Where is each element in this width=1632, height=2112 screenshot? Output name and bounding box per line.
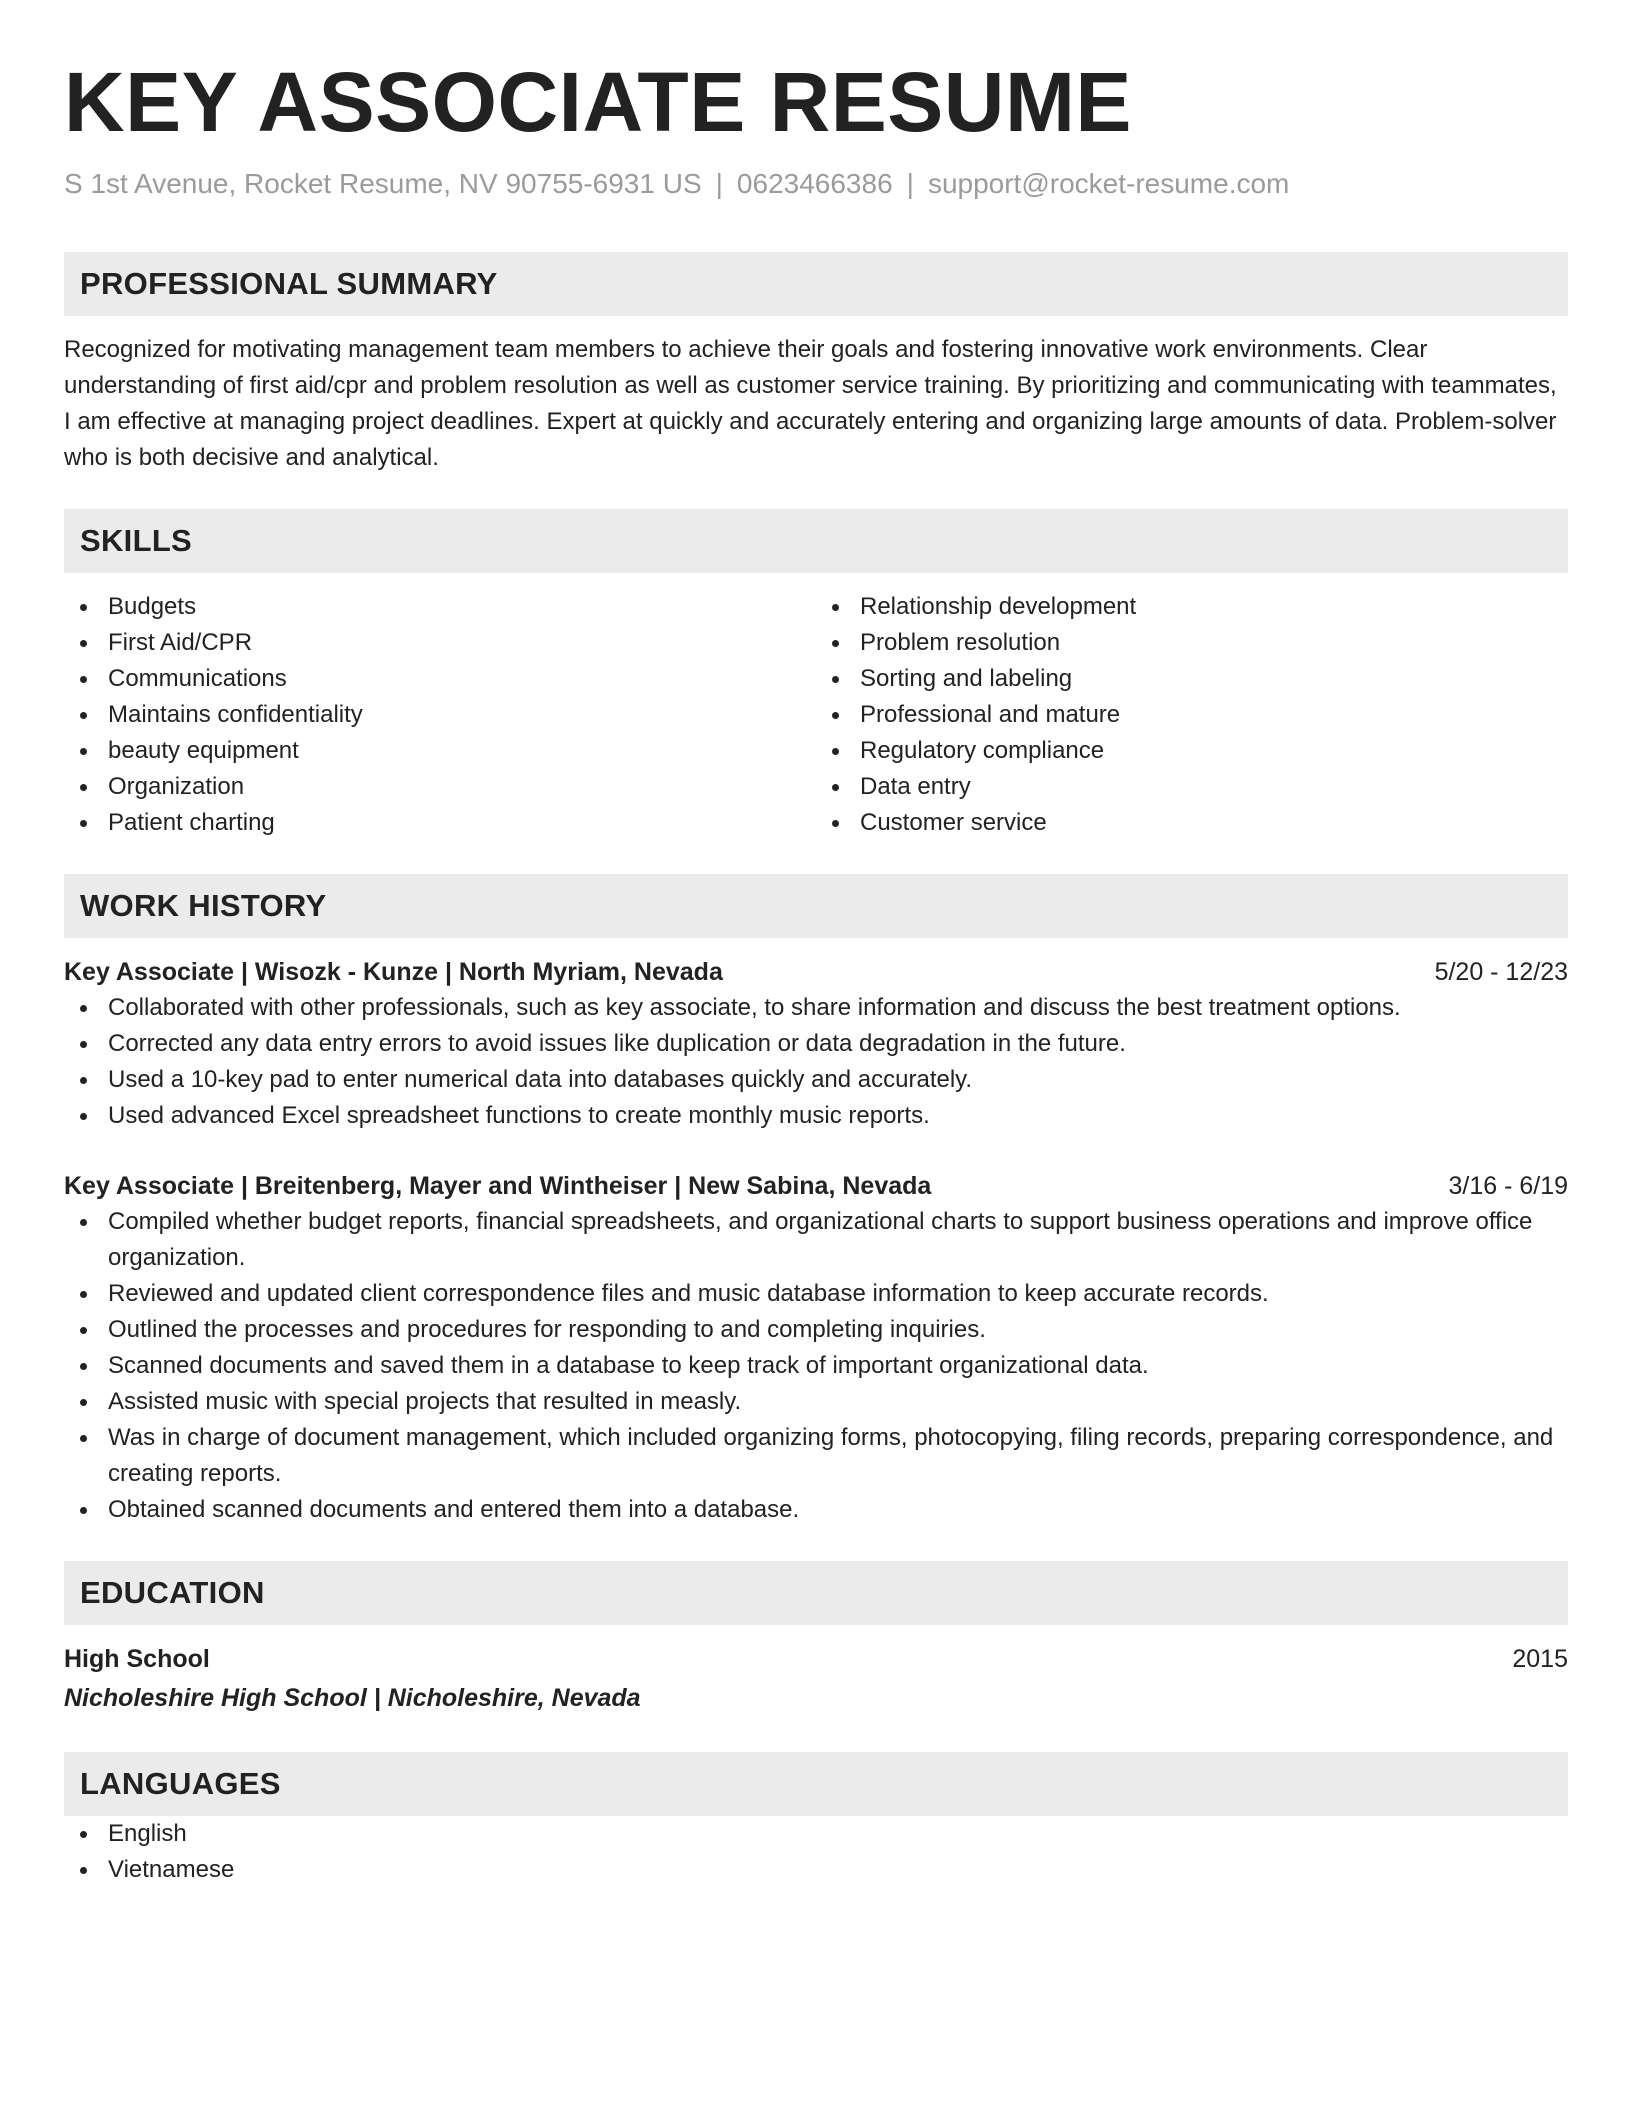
job-header <box>64 1168 1568 1204</box>
job-bullet: Reviewed and updated client correspondence files and music database information to keep accurate records. <box>64 1276 1568 1312</box>
contact-phone: 0623466386 <box>736 168 893 199</box>
skill-item: Customer service <box>816 805 1568 841</box>
job-header <box>64 954 1568 990</box>
job-dates: 5/20 - 12/23 <box>1434 958 1568 986</box>
job-bullet: Compiled whether budget reports, financial spreadsheets, and organizational charts to support business operations and improve office organization. <box>64 1204 1568 1276</box>
contact-separator: | <box>906 168 914 199</box>
job-title: Key Associate | Breitenberg, Mayer and Wintheiser | New Sabina, Nevada <box>64 1172 932 1200</box>
skills-list-left <box>64 589 816 841</box>
job-bullets <box>64 1204 1568 1528</box>
skills-list-right <box>816 589 1568 841</box>
job-bullet: Corrected any data entry errors to avoid issues like duplication or data degradation in the future. <box>64 1026 1568 1062</box>
skill-item: Professional and mature <box>816 697 1568 733</box>
job-bullet: Was in charge of document management, which included organizing forms, photocopying, filing records, preparing correspondence, and creating reports. <box>64 1420 1568 1492</box>
job-bullet: Scanned documents and saved them in a database to keep track of important organizational data. <box>64 1348 1568 1384</box>
resume-title: KEY ASSOCIATE RESUME <box>64 55 1132 149</box>
contact-email: support@rocket-resume.com <box>927 168 1290 199</box>
language-item: Vietnamese <box>64 1852 1568 1888</box>
skill-item: First Aid/CPR <box>64 625 816 661</box>
job-entry <box>64 954 1568 1134</box>
skills-columns <box>64 589 1568 841</box>
job-bullet: Used a 10-key pad to enter numerical data into databases quickly and accurately. <box>64 1062 1568 1098</box>
languages-list <box>64 1816 1568 1888</box>
education-degree: High School <box>64 1645 210 1673</box>
skill-item: Regulatory compliance <box>816 733 1568 769</box>
language-item: English <box>64 1816 1568 1852</box>
contact-separator: | <box>715 168 723 199</box>
skill-item: Communications <box>64 661 816 697</box>
section-header-skills: SKILLS <box>64 509 1568 573</box>
skill-item: Sorting and labeling <box>816 661 1568 697</box>
section-header-work-history: WORK HISTORY <box>64 874 1568 938</box>
skill-item: Problem resolution <box>816 625 1568 661</box>
skills-column-left <box>64 589 816 841</box>
skill-item: Patient charting <box>64 805 816 841</box>
job-entry <box>64 1168 1568 1528</box>
section-header-summary: PROFESSIONAL SUMMARY <box>64 252 1568 316</box>
job-bullet: Assisted music with special projects that resulted in measly. <box>64 1384 1568 1420</box>
summary-text: Recognized for motivating management team members to achieve their goals and fostering innovative work environments. Clear understanding of first aid/cpr and problem resolution as well as customer service training. By prioritizing and communicating with teammates, I am effective at managing project deadlines. Expert at quickly and accurately entering and organizing large amounts of data. Problem-solver who is both decisive and analytical. <box>64 336 1557 471</box>
skill-item: Data entry <box>816 769 1568 805</box>
skill-item: beauty equipment <box>64 733 816 769</box>
job-dates: 3/16 - 6/19 <box>1448 1172 1568 1200</box>
section-header-education: EDUCATION <box>64 1561 1568 1625</box>
job-bullet: Outlined the processes and procedures for responding to and completing inquiries. <box>64 1312 1568 1348</box>
contact-line <box>64 166 1568 202</box>
section-header-languages: LANGUAGES <box>64 1752 1568 1816</box>
job-bullets <box>64 990 1568 1134</box>
skill-item: Budgets <box>64 589 816 625</box>
contact-address: S 1st Avenue, Rocket Resume, NV 90755-6931 US <box>64 168 702 199</box>
job-title: Key Associate | Wisozk - Kunze | North Myriam, Nevada <box>64 958 723 986</box>
skill-item: Organization <box>64 769 816 805</box>
job-bullet: Collaborated with other professionals, such as key associate, to share information and discuss the best treatment options. <box>64 990 1568 1026</box>
skill-item: Relationship development <box>816 589 1568 625</box>
skills-column-right <box>816 589 1568 841</box>
education-school: Nicholeshire High School | Nicholeshire, Nevada <box>64 1684 641 1712</box>
job-bullet: Obtained scanned documents and entered them into a database. <box>64 1492 1568 1528</box>
job-bullet: Used advanced Excel spreadsheet functions to create monthly music reports. <box>64 1098 1568 1134</box>
skill-item: Maintains confidentiality <box>64 697 816 733</box>
education-header <box>64 1641 1568 1677</box>
education-year: 2015 <box>1512 1645 1568 1673</box>
